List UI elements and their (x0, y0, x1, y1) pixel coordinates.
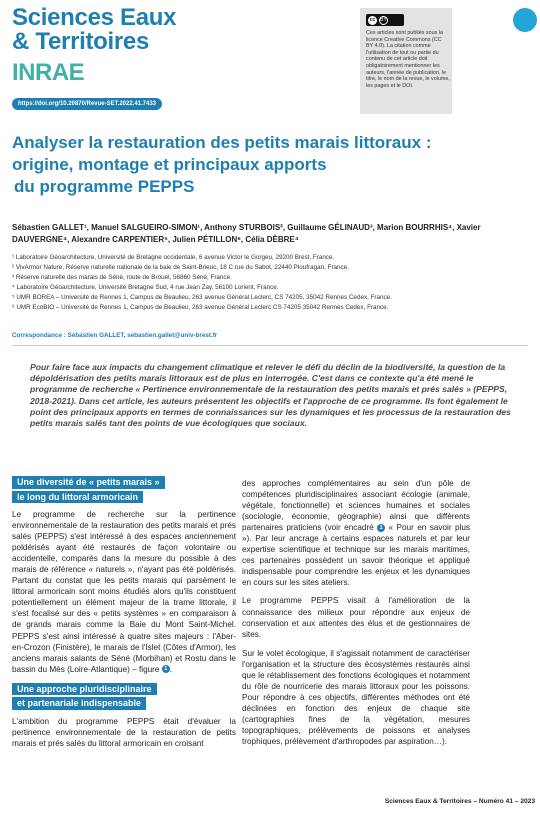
body-column-left (12, 476, 236, 749)
paragraph-text: des approches complémentaires au sein d'un pôle de compétences pluridisciplinaires associant écologie (animale, végétale, fonctionnelle) et sciences humaines et sociales (sociologie, économie, géographie) ainsi que différents partenaires praticiens (voir encadré (242, 479, 470, 533)
affiliation-item: ³ Réserve naturelle des marais de Séné, route de Brouel, 56860 Séné, France. (12, 274, 232, 281)
section-heading-approche (12, 683, 236, 712)
section-heading-line: Une approche pluridisciplinaire (12, 683, 157, 696)
encadre-ref-icon[interactable]: 1 (377, 524, 385, 532)
paragraph-text: « Pour en savoir plus »). Par leur ancrage à certains espaces naturels et par leur expertise scientifique et technique sur les marais maritimes, ces partenaires possèdent un savoir théorique et appliqué indispensable pour comprendre les enjeux et les dynamiques en cours sur les sites ateliers. (242, 523, 470, 588)
cc-icon: cc (369, 16, 376, 23)
correspondence-line[interactable]: Correspondance : Sébastien GALLET, sebastien.gallet@univ-brest.fr (12, 332, 218, 339)
affiliation-item: ² VivArmor Nature, Réserve naturelle nationale de la baie de Saint-Brieuc, 18 C rue du Sabot, 22440 Ploufragan, France. (12, 264, 349, 271)
cc-by-badge-icon[interactable] (366, 14, 404, 26)
author-list: Sébastien GALLET¹, Manuel SALGUEIRO-SIMON¹, Anthony STURBOIS², Guillaume GÉLINAUD³, Marion BOURRHIS⁴, Xavier DAUVERGNE⁴, Alexandre CARPENTIER⁵, Julien PÉTILLON⁶, Célia DÈBRE⁴ (12, 223, 481, 244)
journal-title (12, 6, 242, 54)
by-icon: BY (380, 16, 387, 23)
figure-ref-icon[interactable]: 1 (162, 665, 170, 673)
paragraph: Le programme de recherche sur la pertinence environnementale de la restauration des petits marais et prés salés (PEPPS) s'est intéressé à des espaces anciennement poldérisés ayant été restaurés de façon volontaire ou accidentelle, comparés dans la mesure du possible à des marais de référence « naturels », n'ayant pas été poldérisés. Partant du constat que les petits marais qui parsèment le littoral armoricain sont moins étudiés alors qu'ils constituent potentiellement un élément majeur de la trame littorale, il s'est focalisé sur des « petits systèmes » en comparaison à de grands marais comme la Baie du Mont Saint-Michel. PEPPS s'est ainsi intéressé à quatre sites majeurs : l'Aber-en-Crozon (Finistère), le marais de l'Islet (Côtes d'Armor), les anciens marais salants de Séné (Morbihan) et Rostu dans le bassin du Mès (Loire-Atlantique) – figure 1 . (12, 510, 236, 674)
affiliation-item: ⁶ UMR EcoBIO – Université de Rennes 1, Campus de Beaulieu, 263 avenue Général Leclerc CS 74205 35042 Rennes Cedex, France. (12, 304, 389, 311)
section-heading-line: et partenariale indispensable (12, 697, 146, 710)
journal-title-line2: & Territoires (12, 28, 150, 55)
article-title-line2: origine, montage et principaux apports (12, 155, 327, 174)
section-heading-line: Une diversité de « petits marais » (12, 476, 165, 489)
affiliation-item: ¹ Laboratoire Géoarchitecture, Université de Bretagne occidentale, 6 avenue Victor le Gorgeu, 29200 Brest, France. (12, 254, 335, 261)
page-footer: Sciences Eaux & Territoires – Numéro 41 – 2023 (384, 798, 535, 805)
paragraph (242, 478, 470, 588)
affiliation-list (12, 253, 532, 313)
journal-title-line1: Sciences Eaux (12, 4, 177, 31)
paragraph: Le programme PEPPS visait à l'amélioration de la connaissance des milieux pour répondre aux enjeux de conservation et aux attentes des élus et de gestionnaires de sites. (242, 596, 470, 639)
license-box (360, 8, 452, 114)
abstract: Pour faire face aux impacts du changement climatique et relever le défi du déclin de la biodiversité, la question de la dépoldérisation des petits marais littoraux est de plus en interrogée. C'est dans ce contexte qu'a été mené le programme de recherche « Pertinence environnementale de la restauration des petits marais et prés salés » (PEPPS, 2018-2021). Dans cet article, les auteurs présentent les objectifs et l'approche de ce programme. Ils font également le point des principaux apports en termes de connaissances sur les dynamiques et les processus de la restauration des petits marais salés tant des points de vue écologiques que sociaux. (30, 362, 511, 429)
article-title-line3: du programme PEPPS (14, 177, 195, 196)
decorative-circle-icon (513, 8, 537, 32)
affiliation-item: ⁴ Laboratoire Géoarchitecture, Université Bretagne Sud, 4 rue Jean Zay, 56100 Lorient, France. (12, 284, 279, 291)
affiliation-item: ⁵ UMR BOREA – Université de Rennes 1, Campus de Beaulieu, 263 avenue Général Leclerc, CS 74205, 35042 Rennes Cedex, France. (12, 294, 392, 301)
paragraph: Sur le volet écologique, il s'agissait notamment de caractériser l'organisation et la structure des écosystèmes restaurés ainsi que le rétablissement des fonctions écologiques et notamment du rôle de nourricerie des marais littoraux pour les poissons. Pour répondre à ces objectifs, différentes méthodes ont été déclinées en fonction des enjeux de chaque site (cartographies fines de la végétation, mesures topographiques, prélèvements de poissons et analyses trophiques, prélèvement d'arthropodes par aspiration…). (242, 648, 470, 747)
article-title-line1: Analyser la restauration des petits marais littoraux : (12, 133, 432, 152)
divider (12, 345, 528, 346)
article-title (12, 132, 512, 198)
section-heading-line: le long du littoral armoricain (12, 491, 143, 504)
paragraph-text: Le programme de recherche sur la pertinence environnementale de la restauration des petits marais et prés salés (PEPPS) s'est intéressé à des espaces anciennement poldérisés ayant été restaurés de façon volontaire ou accidentelle, comparés dans la mesure du possible à des marais de référence « naturels », n'ayant pas été poldérisés. Partant du constat que les petits marais qui parsèment le littoral armoricain sont moins étudiés alors qu'ils constituent potentiellement un élément majeur de la trame littorale, il s'est focalisé sur des « petits systèmes » en comparaison à de grands marais comme la Baie du Mont Saint-Michel. PEPPS s'est ainsi intéressé à quatre sites majeurs : l'Aber-en-Crozon (Finistère), le marais de l'Islet (Côtes d'Armor), les anciens marais salants de Séné (Morbihan) et Rostu dans le bassin du Mès (Loire-Atlantique) – figure (12, 510, 236, 674)
doi-link[interactable]: https://doi.org/10.20870/Revue-SET.2022.41.7433 (12, 98, 162, 110)
section-heading-diversite (12, 476, 236, 505)
paragraph: L'ambition du programme PEPPS était d'évaluer la pertinence environnementale de la restauration de petits marais et prés salés du littoral armoricain en croisant (12, 716, 236, 748)
body-column-right (242, 478, 470, 755)
inrae-logo: INRAE (12, 59, 85, 86)
license-text: Ces articles sont publiés sous la licence Creative Commons (CC BY 4.0). La citation comme l'utilisation de tout ou partie du contenu de cet article doit obligatoirement mentionner les auteurs, l'année de publication, le titre, le nom de la revue, le volume, les pages et le DOI. (366, 30, 450, 89)
